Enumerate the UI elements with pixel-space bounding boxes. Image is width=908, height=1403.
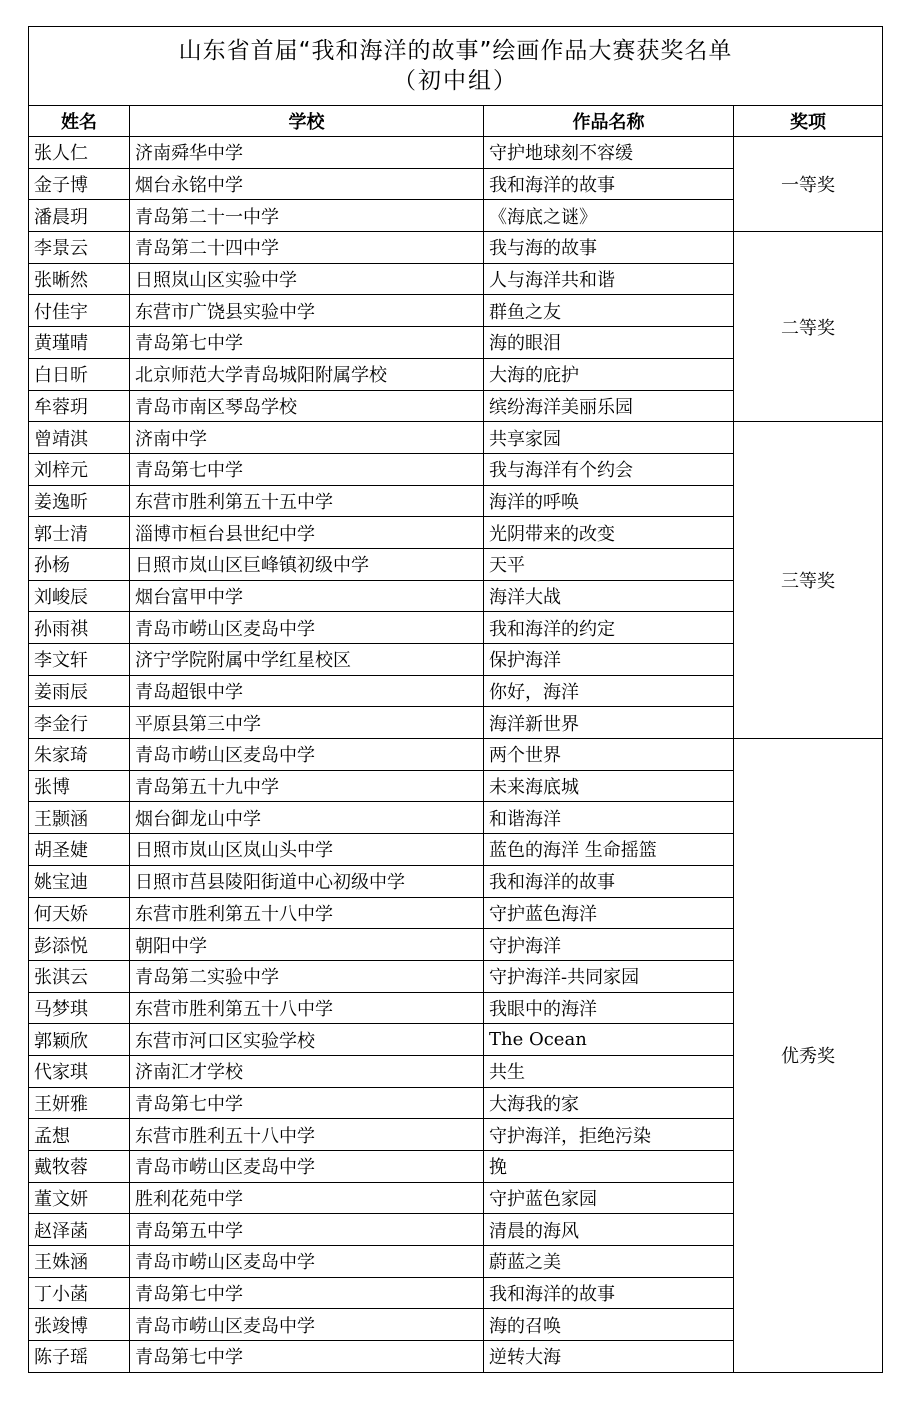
work-cell: 我和海洋的故事 — [484, 168, 734, 200]
name-cell: 姜雨辰 — [29, 675, 130, 707]
table-row — [29, 232, 883, 264]
name-cell: 刘梓元 — [29, 453, 130, 485]
school-cell: 日照市岚山区巨峰镇初级中学 — [130, 548, 484, 580]
school-cell: 东营市广饶县实验中学 — [130, 295, 484, 327]
name-cell: 张晰然 — [29, 263, 130, 295]
name-cell: 郭士清 — [29, 517, 130, 549]
page-title: 山东省首届“我和海洋的故事”绘画作品大赛获奖名单 — [178, 38, 733, 64]
name-cell: 孙杨 — [29, 548, 130, 580]
name-cell: 王颢涵 — [29, 802, 130, 834]
school-cell: 青岛第五十九中学 — [130, 770, 484, 802]
name-cell: 郭颖欣 — [29, 1024, 130, 1056]
school-cell: 济南汇才学校 — [130, 1055, 484, 1087]
school-cell: 青岛第五中学 — [130, 1214, 484, 1246]
work-cell: 逆转大海 — [484, 1341, 734, 1373]
work-cell: 我眼中的海洋 — [484, 992, 734, 1024]
work-cell: 我与海洋有个约会 — [484, 453, 734, 485]
work-cell: 清晨的海风 — [484, 1214, 734, 1246]
name-cell: 孙雨祺 — [29, 612, 130, 644]
name-cell: 付佳宇 — [29, 295, 130, 327]
name-cell: 王姝涵 — [29, 1246, 130, 1278]
name-cell: 张人仁 — [29, 137, 130, 169]
name-cell: 牟蓉玥 — [29, 390, 130, 422]
name-cell: 李景云 — [29, 232, 130, 264]
work-cell: 光阴带来的改变 — [484, 517, 734, 549]
school-cell: 济南中学 — [130, 422, 484, 454]
work-cell: 我和海洋的故事 — [484, 865, 734, 897]
name-cell: 刘峻辰 — [29, 580, 130, 612]
award-cell: 优秀奖 — [734, 739, 883, 1373]
name-cell: 孟想 — [29, 1119, 130, 1151]
name-cell: 张淇云 — [29, 960, 130, 992]
name-cell: 曾靖淇 — [29, 422, 130, 454]
header-school: 学校 — [130, 106, 484, 137]
work-cell: 缤纷海洋美丽乐园 — [484, 390, 734, 422]
school-cell: 日照市岚山区岚山头中学 — [130, 834, 484, 866]
name-cell: 丁小菡 — [29, 1277, 130, 1309]
school-cell: 青岛第七中学 — [130, 1341, 484, 1373]
work-cell: 人与海洋共和谐 — [484, 263, 734, 295]
header-row — [29, 106, 883, 137]
name-cell: 张竣博 — [29, 1309, 130, 1341]
title-cell — [29, 27, 883, 106]
name-cell: 李文轩 — [29, 644, 130, 676]
school-cell: 北京师范大学青岛城阳附属学校 — [130, 358, 484, 390]
name-cell: 胡圣婕 — [29, 834, 130, 866]
work-cell: 海的眼泪 — [484, 327, 734, 359]
work-cell: 蔚蓝之美 — [484, 1246, 734, 1278]
work-cell: 挽 — [484, 1151, 734, 1183]
name-cell: 朱家琦 — [29, 739, 130, 771]
school-cell: 青岛第二实验中学 — [130, 960, 484, 992]
name-cell: 白日昕 — [29, 358, 130, 390]
work-cell: 海洋大战 — [484, 580, 734, 612]
page-subtitle: （初中组） — [393, 68, 519, 94]
name-cell: 赵泽菡 — [29, 1214, 130, 1246]
work-cell: 共享家园 — [484, 422, 734, 454]
award-cell: 一等奖 — [734, 137, 883, 232]
header-award: 奖项 — [734, 106, 883, 137]
work-cell: 蓝色的海洋 生命摇篮 — [484, 834, 734, 866]
name-cell: 何天娇 — [29, 897, 130, 929]
work-cell: 守护蓝色海洋 — [484, 897, 734, 929]
school-cell: 青岛超银中学 — [130, 675, 484, 707]
name-cell: 王妍雅 — [29, 1087, 130, 1119]
school-cell: 烟台御龙山中学 — [130, 802, 484, 834]
school-cell: 东营市胜利第五十五中学 — [130, 485, 484, 517]
school-cell: 青岛第七中学 — [130, 1277, 484, 1309]
work-cell: 守护地球刻不容缓 — [484, 137, 734, 169]
name-cell: 代家琪 — [29, 1055, 130, 1087]
table-body — [29, 137, 883, 1373]
work-cell: 守护海洋-共同家园 — [484, 960, 734, 992]
school-cell: 青岛第七中学 — [130, 453, 484, 485]
school-cell: 青岛第七中学 — [130, 327, 484, 359]
award-list-document — [28, 26, 882, 1373]
name-cell: 张博 — [29, 770, 130, 802]
award-cell: 二等奖 — [734, 232, 883, 422]
school-cell: 朝阳中学 — [130, 929, 484, 961]
school-cell: 东营市胜利第五十八中学 — [130, 992, 484, 1024]
name-cell: 李金行 — [29, 707, 130, 739]
work-cell: 保护海洋 — [484, 644, 734, 676]
name-cell: 姜逸昕 — [29, 485, 130, 517]
school-cell: 济宁学院附属中学红星校区 — [130, 644, 484, 676]
award-cell: 三等奖 — [734, 422, 883, 739]
school-cell: 日照市莒县陵阳街道中心初级中学 — [130, 865, 484, 897]
work-cell: 我与海的故事 — [484, 232, 734, 264]
school-cell: 青岛第七中学 — [130, 1087, 484, 1119]
school-cell: 东营市胜利第五十八中学 — [130, 897, 484, 929]
school-cell: 青岛市崂山区麦岛中学 — [130, 1246, 484, 1278]
work-cell: 海洋的呼唤 — [484, 485, 734, 517]
school-cell: 青岛市崂山区麦岛中学 — [130, 612, 484, 644]
work-cell: 《海底之谜》 — [484, 200, 734, 232]
school-cell: 日照岚山区实验中学 — [130, 263, 484, 295]
work-cell: 天平 — [484, 548, 734, 580]
work-cell: 未来海底城 — [484, 770, 734, 802]
name-cell: 陈子瑶 — [29, 1341, 130, 1373]
school-cell: 平原县第三中学 — [130, 707, 484, 739]
work-cell: 两个世界 — [484, 739, 734, 771]
work-cell: 守护蓝色家园 — [484, 1182, 734, 1214]
header-work: 作品名称 — [484, 106, 734, 137]
work-cell: 海洋新世界 — [484, 707, 734, 739]
work-cell: The Ocean — [484, 1024, 734, 1056]
school-cell: 青岛市崂山区麦岛中学 — [130, 1309, 484, 1341]
work-cell: 大海的庇护 — [484, 358, 734, 390]
work-cell: 大海我的家 — [484, 1087, 734, 1119]
work-cell: 群鱼之友 — [484, 295, 734, 327]
name-cell: 金子博 — [29, 168, 130, 200]
school-cell: 青岛市崂山区麦岛中学 — [130, 1151, 484, 1183]
school-cell: 青岛市南区琴岛学校 — [130, 390, 484, 422]
name-cell: 姚宝迪 — [29, 865, 130, 897]
work-cell: 海的召唤 — [484, 1309, 734, 1341]
work-cell: 守护海洋 — [484, 929, 734, 961]
table-row — [29, 422, 883, 454]
name-cell: 彭添悦 — [29, 929, 130, 961]
school-cell: 东营市河口区实验学校 — [130, 1024, 484, 1056]
work-cell: 你好，海洋 — [484, 675, 734, 707]
name-cell: 董文妍 — [29, 1182, 130, 1214]
work-cell: 和谐海洋 — [484, 802, 734, 834]
work-cell: 共生 — [484, 1055, 734, 1087]
school-cell: 淄博市桓台县世纪中学 — [130, 517, 484, 549]
table-row — [29, 137, 883, 169]
school-cell: 烟台永铭中学 — [130, 168, 484, 200]
work-cell: 我和海洋的约定 — [484, 612, 734, 644]
school-cell: 烟台富甲中学 — [130, 580, 484, 612]
name-cell: 马梦琪 — [29, 992, 130, 1024]
school-cell: 济南舜华中学 — [130, 137, 484, 169]
school-cell: 青岛市崂山区麦岛中学 — [130, 739, 484, 771]
award-table — [28, 26, 883, 1373]
header-name: 姓名 — [29, 106, 130, 137]
name-cell: 戴牧蓉 — [29, 1151, 130, 1183]
name-cell: 潘晨玥 — [29, 200, 130, 232]
school-cell: 青岛第二十一中学 — [130, 200, 484, 232]
work-cell: 我和海洋的故事 — [484, 1277, 734, 1309]
work-cell: 守护海洋，拒绝污染 — [484, 1119, 734, 1151]
table-row — [29, 739, 883, 771]
school-cell: 东营市胜利五十八中学 — [130, 1119, 484, 1151]
name-cell: 黄瑾晴 — [29, 327, 130, 359]
school-cell: 青岛第二十四中学 — [130, 232, 484, 264]
school-cell: 胜利花苑中学 — [130, 1182, 484, 1214]
